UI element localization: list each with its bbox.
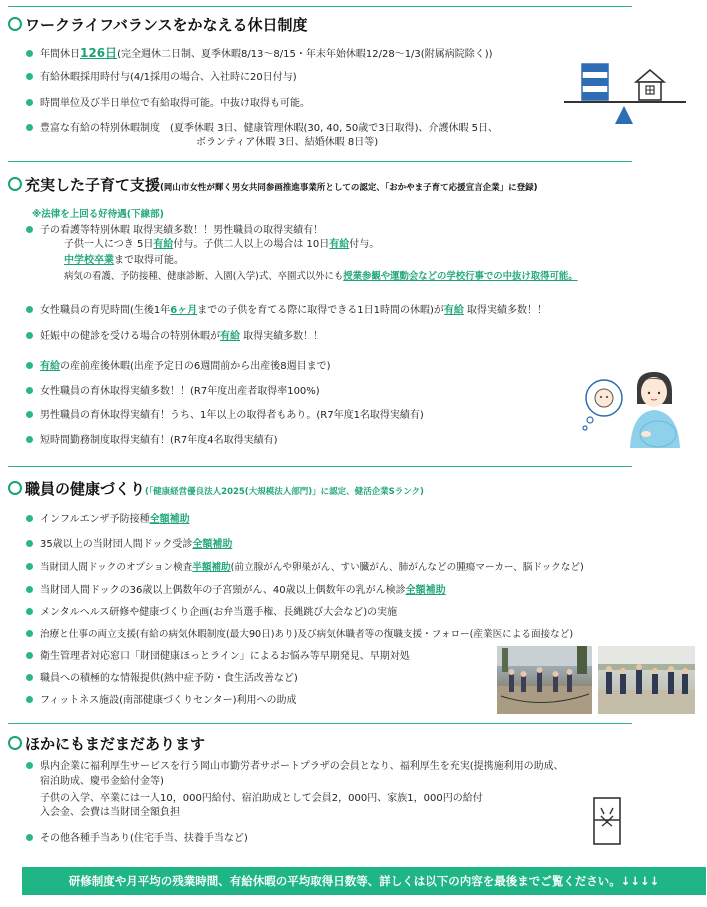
list-item: 男性職員の育休取得実績有！うち、1年以上の取得者もあり。(R7年度1名取得実績有) (26, 409, 424, 423)
list-item: 年間休日126日(完全週休二日制、夏季休暇8/13〜8/15・年末年始休暇12/28〜1/3(附属病院除く)) (26, 46, 493, 62)
bullet-icon (26, 762, 33, 769)
list-item: 女性職員の育児時間(生後1年6ヶ月までの子供を育てる際に取得できる1日1時間の休暇)が有給 取得実績多数！！ (26, 304, 547, 318)
bullet-icon (26, 515, 33, 522)
section-divider (8, 466, 632, 467)
list-item: 時間単位及び半日単位で有給取得可能。中抜け取得も可能。 (26, 97, 310, 111)
list-item: 短時間勤務制度取得実績有！(R7年度4名取得実績有) (26, 434, 277, 448)
section-subtitle: (岡山市女性が輝く男女共同参画推進事業所としての認定、「おかやま子育て応援宣言企業」に登録) (160, 183, 538, 193)
list-item: 衛生管理者対応窓口「財団健康ほっとライン」によるお悩み等早期発見、早期対処 (26, 650, 410, 664)
bullet-icon (26, 124, 33, 131)
list-item: インフルエンザ予防接種全額補助 (26, 513, 190, 527)
section-title-health: 職員の健康づくり(「健康経営優良法人2025(大規模法人部門)」に認定、健活企業Sランク) (8, 478, 424, 499)
bullet-icon (26, 362, 33, 369)
section-divider (8, 161, 632, 162)
jump-rope-event-photo (497, 646, 592, 714)
list-item: 治療と仕事の両立支援(有給の病気休暇制度(最大90日)あり)及び病気休職者等の復職支援・フォロー(産業医による面接など) (26, 628, 573, 642)
section-subtitle: (「健康経営優良法人2025(大規模法人部門)」に認定、健活企業Sランク) (145, 487, 424, 497)
list-item: 当財団人間ドックの36歳以上偶数年の子宮頸がん、40歳以上偶数年の乳がん検診全額補助 (26, 584, 446, 598)
bullet-icon (26, 306, 33, 313)
pregnant-woman-illustration (582, 368, 692, 448)
list-item: 女性職員の育休取得実績多数！！(R7年度出産者取得率100%) (26, 385, 320, 399)
section-title-childcare: 充実した子育て支援(岡山市女性が輝く男女共同参画推進事業所としての認定、「おかやま子育て応援宣言企業」に登録) (8, 174, 538, 195)
section-title-worklife: ワークライフバランスをかなえる休日制度 (8, 14, 307, 35)
bullet-icon (26, 696, 33, 703)
bullet-icon (26, 630, 33, 637)
sports-event-photo (598, 646, 695, 714)
bullet-icon (26, 387, 33, 394)
list-item: フィットネス施設(南部健康づくりセンター)利用への助成 (26, 694, 297, 708)
gift-envelope-icon (590, 796, 624, 848)
list-item: 職員への積極的な情報提供(熱中症予防・食生活改善など) (26, 672, 298, 686)
section-divider (8, 723, 632, 724)
list-item: その他各種手当あり(住宅手当、扶養手当など) (26, 832, 248, 846)
bullet-icon (26, 50, 33, 57)
list-item: 有給休暇採用時付与(4/1採用の場合、入社時に20日付与) (26, 71, 297, 85)
list-item: 子の看護等特別休暇 取得実績多数！！男性職員の取得実績有！ (26, 224, 323, 238)
list-item-continuation: 子供一人につき 5日有給付与。子供二人以上の場合は 10日有給付与。 (64, 239, 380, 250)
bullet-icon (26, 608, 33, 615)
bullet-icon (26, 99, 33, 106)
list-item: 豊富な有給の特別休暇制度 (夏季休暇 3日、健康管理休暇(30, 40, 50歳で3日取得)、介護休暇 5日、 (26, 122, 498, 136)
bullet-icon (26, 411, 33, 418)
list-item-continuation: 宿泊助成、慶弔金給付金等) (40, 776, 164, 787)
list-item: 妊娠中の健診を受ける場合の特別休暇が有給 取得実績多数！！ (26, 330, 323, 344)
bullet-icon (26, 226, 33, 233)
section-title-other: ほかにもまだまだあります (8, 733, 205, 754)
bullet-icon (26, 674, 33, 681)
list-item: 県内企業に福利厚生サービスを行う岡山市勤労者サポートプラザの会員となり、福利厚生を充実(提携施利用の助成、 (26, 760, 564, 774)
list-item: 35歳以上の当財団人間ドック受診全額補助 (26, 538, 232, 552)
list-item-continuation: 病気の看護、予防接種、健康診断、入園(入学)式、卒園式以外にも授業参観や運動会などの学校行事での中抜け取得可能。 (64, 271, 578, 282)
ring-icon (8, 736, 22, 750)
work-life-scale-icon (560, 56, 690, 130)
list-item-continuation: 入会金、会費は当財団全額負担 (40, 807, 180, 818)
bullet-icon (26, 834, 33, 841)
list-item: メンタルヘルス研修や健康づくり企画(お弁当選手権、長縄跳び大会など)の実施 (26, 606, 397, 620)
bullet-icon (26, 652, 33, 659)
list-item-continuation: 子供の入学、卒業には一人10，000円給付、宿泊助成として会員2，000円、家族1，000円の給付 (40, 793, 483, 804)
list-item-continuation: 中学校卒業まで取得可能。 (64, 255, 184, 266)
ring-icon (8, 177, 22, 191)
list-item: 当財団人間ドックのオプション検査半額補助(前立腺がんや卵巣がん、すい臓がん、肺がんなどの腫瘍マーカー、脳ドックなど) (26, 561, 584, 575)
details-banner: 研修制度や月平均の残業時間、有給休暇の平均取得日数等、詳しくは以下の内容を最後までご覧ください。↓↓↓↓ (22, 867, 706, 895)
list-item-continuation: ボランティア休暇 3日、結婚休暇 8日等) (196, 137, 379, 148)
bullet-icon (26, 332, 33, 339)
ring-icon (8, 17, 22, 31)
bullet-icon (26, 73, 33, 80)
bullet-icon (26, 436, 33, 443)
list-item: 有給の産前産後休暇(出産予定日の6週間前から出産後8週目まで) (26, 360, 331, 374)
bullet-icon (26, 586, 33, 593)
ring-icon (8, 481, 22, 495)
note-text: ※法律を上回る好待遇(下線部) (32, 209, 164, 220)
bullet-icon (26, 563, 33, 570)
bullet-icon (26, 540, 33, 547)
top-divider (8, 6, 632, 7)
